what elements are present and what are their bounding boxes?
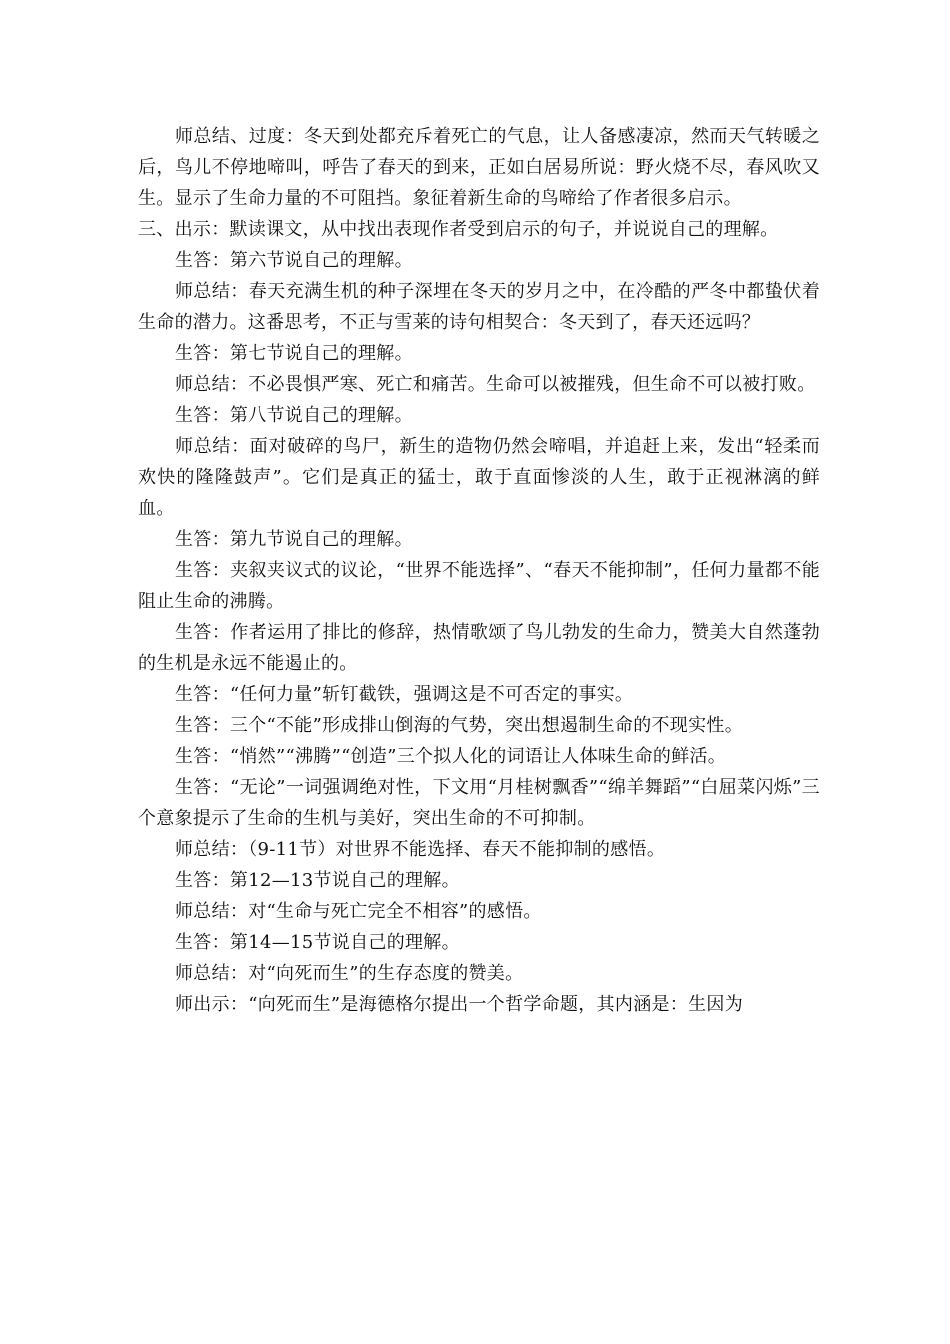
paragraph-teacher-summary: 师总结：春天充满生机的种子深埋在冬天的岁月之中，在冷酷的严冬中都蛰伏着生命的潜力。这番思考，不正与雪莱的诗句相契合：冬天到了，春天还远吗？: [138, 281, 820, 333]
paragraph-student-answer: 生答：第六节说自己的理解。: [175, 250, 413, 271]
paragraph-teacher-prompt: 师出示：“向死而生”是海德格尔提出一个哲学命题，其内涵是：生因为: [175, 994, 744, 1015]
paragraph-teacher-summary: 师总结：不必畏惧严寒、死亡和痛苦。生命可以被摧残，但生命不可以被打败。: [175, 374, 816, 395]
paragraph-student-answer: 生答：夹叙夹议式的议论，“世界不能选择”、“春天不能抑制”，任何力量都不能阻止生命的沸腾。: [138, 560, 820, 612]
paragraph-student-answer: 生答：第九节说自己的理解。: [175, 529, 413, 550]
paragraph-teacher-summary: 师总结：对“生命与死亡完全不相容”的感悟。: [175, 901, 542, 922]
paragraph-student-answer: 生答：三个“不能”形成排山倒海的气势，突出想遏制生命的不现实性。: [175, 715, 744, 736]
paragraph-student-answer: 生答：第12—13节说自己的理解。: [175, 870, 460, 891]
document-page: [138, 121, 820, 1020]
paragraph-teacher-summary: 师总结：（9-11节）对世界不能选择、春天不能抑制的感悟。: [175, 839, 666, 860]
paragraph-student-answer: 生答：第14—15节说自己的理解。: [175, 932, 460, 953]
paragraph-teacher-summary: 师总结：面对破碎的鸟尸，新生的造物仍然会啼唱，并追赶上来，发出“轻柔而欢快的隆隆鼓声”。它们是真正的猛士，敢于直面惨淡的人生，敢于正视淋漓的鲜血。: [138, 436, 820, 519]
paragraph-summary-transition: 师总结、过度：冬天到处都充斥着死亡的气息，让人备感凄凉，然而天气转暖之后，鸟儿不停地啼叫，呼告了春天的到来，正如白居易所说：野火烧不尽，春风吹又生。显示了生命力量的不可阻挡。象征着新生命的鸟啼给了作者很多启示。: [138, 126, 820, 209]
paragraph-student-answer: 生答：作者运用了排比的修辞，热情歌颂了鸟儿勃发的生命力，赞美大自然蓬勃的生机是永远不能遏止的。: [138, 622, 820, 674]
paragraph-student-answer: 生答：“无论”一词强调绝对性，下文用“月桂树飘香”“绵羊舞蹈”“白屈菜闪烁”三个意象提示了生命的生机与美好，突出生命的不可抑制。: [138, 777, 820, 829]
paragraph-teacher-summary: 师总结：对“向死而生”的生存态度的赞美。: [175, 963, 524, 984]
paragraph-student-answer: 生答：第七节说自己的理解。: [175, 343, 413, 364]
paragraph-section-three-prompt: 三、出示：默读课文，从中找出表现作者受到启示的句子，并说说自己的理解。: [138, 219, 779, 240]
paragraph-student-answer: 生答：“悄然”“沸腾”“创造”三个拟人化的词语让人体味生命的鲜活。: [175, 746, 727, 767]
paragraph-student-answer: 生答：第八节说自己的理解。: [175, 405, 413, 426]
paragraph-student-answer: 生答：“任何力量”斩钉截铁，强调这是不可否定的事实。: [175, 684, 634, 705]
